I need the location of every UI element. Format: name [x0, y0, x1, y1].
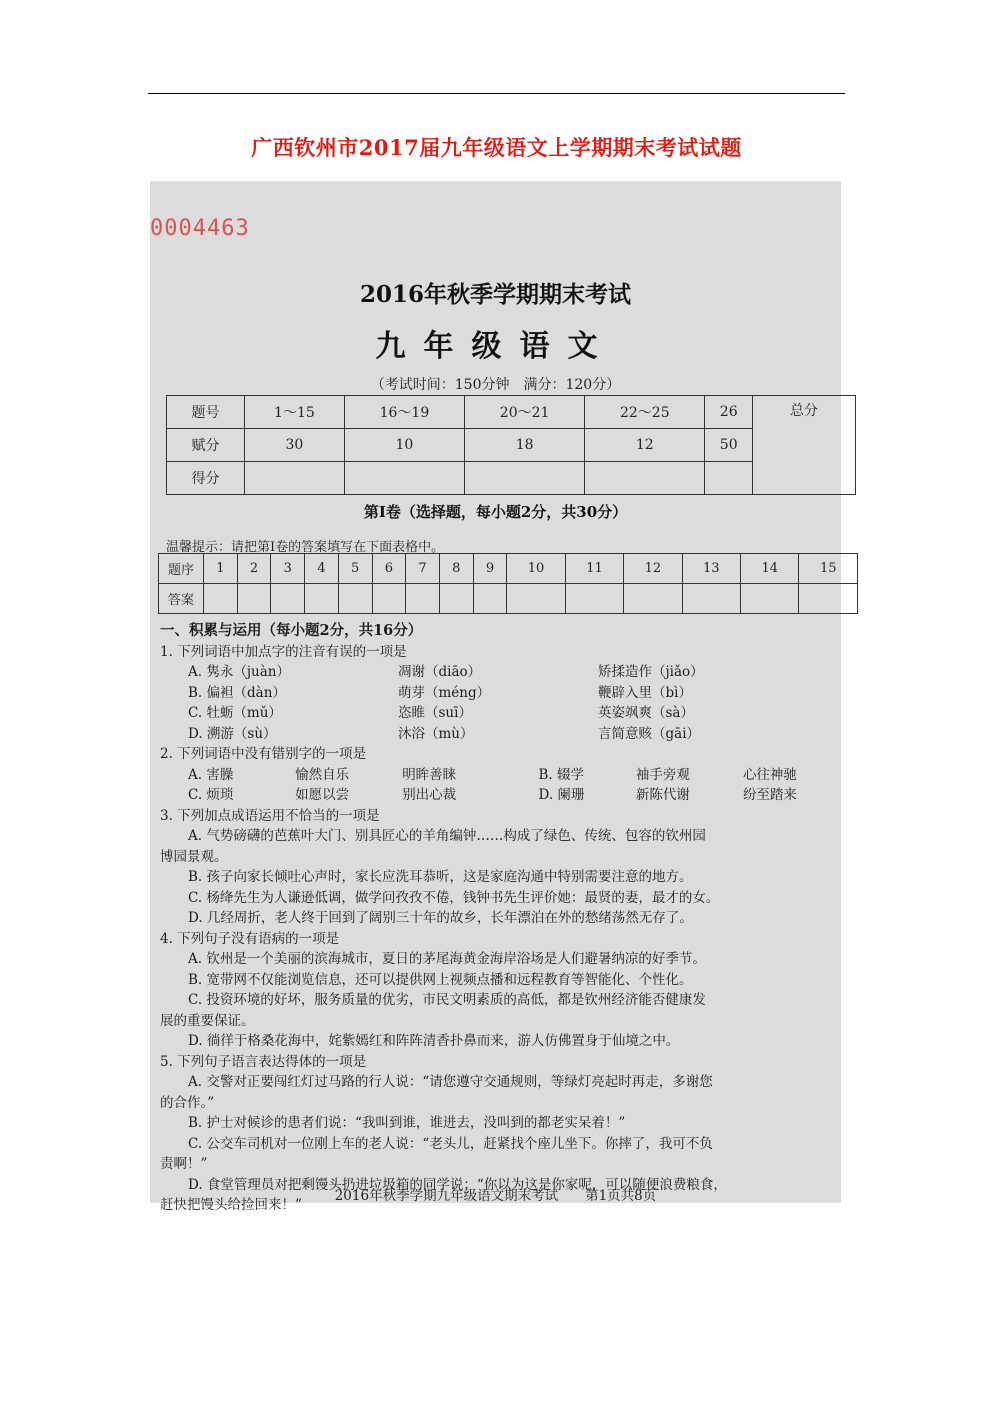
- option: B. 偏袒（dàn）: [188, 684, 286, 701]
- question-number-cell: 3: [271, 554, 305, 584]
- question-number-cell: 15: [799, 554, 858, 584]
- answer-cell: [338, 584, 372, 614]
- header-rule: [148, 93, 845, 94]
- row-label: 答案: [159, 584, 204, 614]
- table-cell: 50: [705, 429, 753, 462]
- question-number-cell: 14: [741, 554, 799, 584]
- score-table: [166, 395, 856, 495]
- answer-cell: [305, 584, 339, 614]
- table-row: [159, 584, 858, 614]
- option: A. 隽永（juàn）: [188, 664, 290, 680]
- question-number-cell: 6: [372, 554, 406, 584]
- table-cell: 10: [344, 429, 464, 462]
- question-number-cell: 5: [338, 554, 372, 584]
- answer-cell: [741, 584, 799, 614]
- question-stem: 3. 下列加点成语运用不恰当的一项是: [160, 807, 380, 824]
- option-line: 博园景观。: [160, 848, 228, 865]
- question-number-cell: 7: [406, 554, 440, 584]
- table-row: [167, 462, 856, 495]
- answer-cell: [237, 584, 271, 614]
- table-cell: [465, 462, 585, 495]
- option: A. 害臊: [188, 766, 234, 783]
- answer-cell: [799, 584, 858, 614]
- question-stem: 1. 下列词语中加点字的注音有误的一项是: [160, 643, 407, 660]
- option: 恣睢（suī）: [398, 705, 472, 721]
- row-label: 赋分: [167, 429, 245, 462]
- option-line: B. 护士对候诊的患者们说：“我叫到谁，谁进去，没叫到的都老实呆着！”: [188, 1115, 626, 1131]
- serial-stamp: 0004463: [150, 216, 250, 241]
- answer-cell: [372, 584, 406, 614]
- option: 凋谢（diāo）: [398, 664, 482, 680]
- option-line: D. 徜徉于格桑花海中，姹紫嫣红和阵阵清香扑鼻而来，游人仿佛置身于仙境之中。: [188, 1033, 680, 1049]
- question-stem: 4. 下列句子没有语病的一项是: [160, 930, 340, 947]
- scanned-exam-page: [150, 181, 841, 1213]
- option-row: [160, 765, 850, 786]
- answer-cell: [473, 584, 507, 614]
- option: 袖手旁观: [635, 766, 690, 783]
- exam-info: （考试时间：150分钟 满分：120分）: [370, 377, 621, 393]
- question-number-cell: 9: [473, 554, 507, 584]
- option: 明眸善睐: [402, 766, 457, 783]
- option-line: D. 食堂管理员对把剩馒头扔进垃圾箱的同学说：“你以为这是你家呢，可以随便浪费粮食，: [188, 1176, 727, 1193]
- option: D. 溯游（sù）: [188, 725, 277, 742]
- option: 新陈代谢: [635, 787, 690, 803]
- part-title: 一、积累与运用（每小题2分，共16分）: [160, 622, 423, 639]
- option-line: B. 孩子向家长倾吐心声时，家长应洗耳恭听，这是家庭沟通中特别需要注意的地方。: [188, 869, 693, 885]
- option-line: A. 气势磅礴的芭蕉叶大门、别具匠心的羊角编钟……构成了绿色、传统、包容的钦州园: [188, 828, 706, 844]
- question-stem: 5. 下列句子语言表达得体的一项是: [160, 1053, 367, 1070]
- question-number-cell: 12: [624, 554, 682, 584]
- option-line: A. 钦州是一个美丽的滨海城市，夏日的茅尾海黄金海岸浴场是人们避暑纳凉的好季节。: [188, 951, 706, 967]
- option: 如愿以尝: [295, 787, 350, 803]
- option: 英姿飒爽（sà）: [598, 705, 694, 721]
- questions: [160, 621, 850, 1216]
- total-label: 总分: [753, 396, 856, 495]
- document-title: 广西钦州市2017届九年级语文上学期期末考试试题: [251, 135, 742, 160]
- row-label: 题号: [167, 396, 245, 429]
- option: 别出心裁: [402, 787, 457, 803]
- subject-title: 九年级语文: [375, 329, 616, 364]
- row-label: 题序: [159, 554, 204, 584]
- table-cell: [245, 462, 345, 495]
- table-cell: 1～15: [245, 396, 345, 429]
- question-number-cell: 10: [507, 554, 565, 584]
- table-cell: 16～19: [344, 396, 464, 429]
- option: 愉然自乐: [295, 766, 350, 783]
- option: D. 阑珊: [538, 787, 585, 803]
- answer-cell: [682, 584, 740, 614]
- option: 鞭辟入里（bì）: [598, 684, 692, 701]
- answer-cell: [406, 584, 440, 614]
- answer-cell: [271, 584, 305, 614]
- table-cell: 30: [245, 429, 345, 462]
- table-row: [167, 429, 856, 462]
- table-row: [159, 554, 858, 584]
- option: 沐浴（mù）: [398, 725, 474, 742]
- option-line: 展的重要保证。: [160, 1012, 255, 1029]
- option-row: [160, 662, 850, 683]
- answer-table: [158, 553, 858, 614]
- question-number-cell: 1: [204, 554, 238, 584]
- exam-title: 2016年秋季学期期末考试: [359, 281, 631, 308]
- option-line: 赶快把馒头给捡回来！”: [160, 1197, 302, 1213]
- option: 心往神驰: [742, 766, 797, 783]
- table-cell: 18: [465, 429, 585, 462]
- option-row: [160, 724, 850, 745]
- answer-cell: [439, 584, 473, 614]
- option: 萌芽（méng）: [398, 684, 491, 701]
- table-row: [167, 396, 856, 429]
- table-cell: 26: [705, 396, 753, 429]
- option-row: [160, 703, 850, 724]
- answer-cell: [565, 584, 623, 614]
- option-line: D. 几经周折，老人终于回到了阔别三十年的故乡，长年漂泊在外的愁绪荡然无存了。: [188, 910, 693, 926]
- option-line: C. 投资环境的好坏，服务质量的优劣，市民文明素质的高低，都是钦州经济能否健康发: [188, 992, 706, 1008]
- table-cell: 20～21: [465, 396, 585, 429]
- page-footer: 2016年秋季学期九年级语文期末考试 第1页共8页: [334, 1188, 657, 1204]
- option: C. 牡蛎（mǔ）: [188, 705, 282, 721]
- question-number-cell: 2: [237, 554, 271, 584]
- answer-tip: 温馨提示：请把第Ⅰ卷的答案填写在下面表格中。: [166, 540, 445, 555]
- table-cell: [705, 462, 753, 495]
- option-row: [160, 683, 850, 704]
- table-cell: 12: [585, 429, 705, 462]
- option-row: [160, 785, 850, 806]
- question-stem: 2. 下列词语中没有错别字的一项是: [160, 746, 367, 762]
- option-line: A. 交警对正要闯红灯过马路的行人说：“请您遵守交通规则，等绿灯亮起时再走，多谢您: [188, 1074, 713, 1090]
- option-line: B. 宽带网不仅能浏览信息，还可以提供网上视频点播和远程教育等智能化、个性化。: [188, 971, 693, 988]
- option: 矫揉造作（jiǎo）: [598, 664, 704, 680]
- row-label: 得分: [167, 462, 245, 495]
- question-number-cell: 8: [439, 554, 473, 584]
- option: 纷至踏来: [742, 787, 797, 803]
- option: B. 辍学: [538, 766, 584, 783]
- option-line: 的合作。”: [160, 1094, 215, 1111]
- table-cell: 22～25: [585, 396, 705, 429]
- section-title: 第Ⅰ卷（选择题，每小题2分，共30分）: [363, 503, 628, 521]
- option-line: 责啊！”: [160, 1156, 208, 1172]
- table-cell: [585, 462, 705, 495]
- question-number-cell: 4: [305, 554, 339, 584]
- answer-cell: [204, 584, 238, 614]
- answer-cell: [624, 584, 682, 614]
- option-line: C. 杨绛先生为人谦逊低调，做学问孜孜不倦，钱钟书先生评价她：最贤的妻，最才的女。: [188, 889, 720, 906]
- option: 言简意赅（gāi）: [598, 725, 701, 742]
- table-cell: [344, 462, 464, 495]
- option: C. 烦琐: [188, 787, 234, 803]
- answer-cell: [507, 584, 565, 614]
- question-number-cell: 11: [565, 554, 623, 584]
- option-line: C. 公交车司机对一位刚上车的老人说：“老头儿，赶紧找个座儿坐下。你摔了，我可不负: [188, 1135, 713, 1152]
- question-number-cell: 13: [682, 554, 740, 584]
